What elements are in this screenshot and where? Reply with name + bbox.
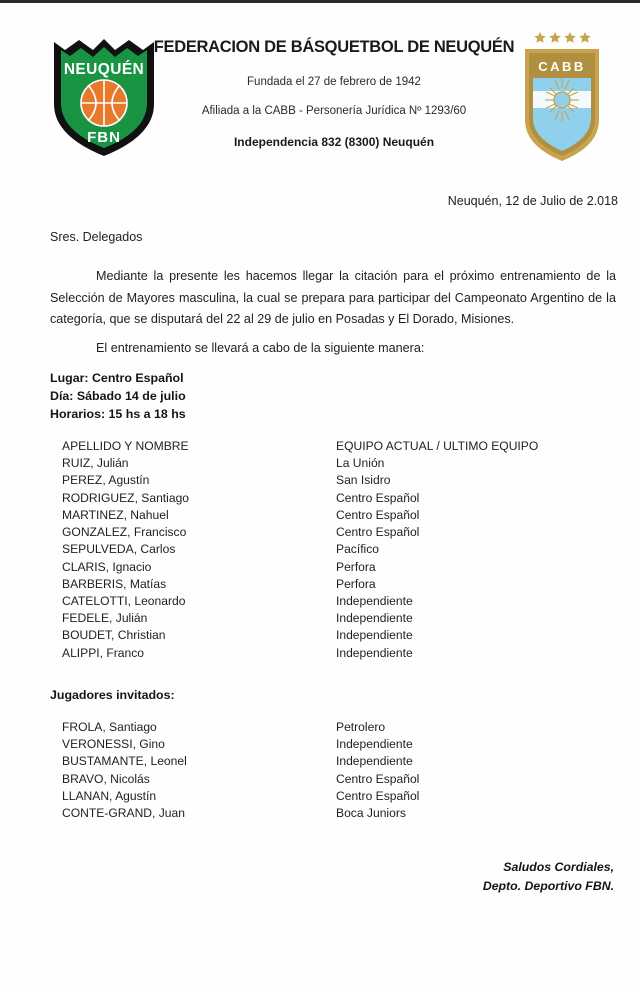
player-name: MARTINEZ, Nahuel	[62, 507, 169, 522]
signature-line-1: Saludos Cordiales,	[503, 860, 614, 874]
player-team: Independiente	[336, 611, 413, 626]
table-row	[62, 736, 582, 753]
player-team: Centro Español	[336, 771, 420, 786]
letter-salutation: Sres. Delegados	[50, 230, 143, 244]
player-team: Centro Español	[336, 788, 420, 803]
fbn-shield-logo	[45, 32, 163, 160]
fbn-shield-icon	[45, 32, 163, 160]
svg-text:NEUQUÉN: NEUQUÉN	[63, 61, 145, 78]
federation-title: FEDERACION DE BÁSQUETBOL DE NEUQUÉN	[153, 38, 515, 56]
player-name: BUSTAMANTE, Leonel	[62, 754, 187, 769]
detail-dia: Día: Sábado 14 de julio	[50, 388, 186, 403]
table-row	[62, 753, 582, 770]
table-row	[62, 610, 582, 627]
letter-paragraph-2: El entrenamiento se llevará a cabo de la siguiente manera:	[96, 341, 425, 355]
table-row	[62, 719, 582, 736]
player-team: Centro Español	[336, 507, 420, 522]
player-name: CONTE-GRAND, Juan	[62, 806, 185, 821]
player-team: San Isidro	[336, 473, 391, 488]
player-team: Perfora	[336, 559, 376, 574]
player-team: Independiente	[336, 645, 413, 660]
player-team: Boca Juniors	[336, 806, 406, 821]
player-name: RODRIGUEZ, Santiago	[62, 490, 190, 505]
player-name: FEDELE, Julián	[62, 611, 148, 626]
player-name: BRAVO, Nicolás	[62, 771, 150, 786]
svg-text:FBN: FBN	[87, 129, 121, 146]
player-team: Independiente	[336, 628, 413, 643]
player-name: LLANAN, Agustín	[62, 788, 157, 803]
roster-header-row	[62, 438, 582, 455]
table-row	[62, 559, 582, 576]
signature-block	[483, 858, 614, 896]
roster-column-team: EQUIPO ACTUAL / ULTIMO EQUIPO	[336, 439, 539, 453]
player-name: FROLA, Santiago	[62, 720, 157, 734]
player-name: SEPULVEDA, Carlos	[62, 542, 176, 557]
invited-players-table	[62, 719, 582, 822]
training-details	[50, 370, 186, 424]
table-row	[62, 524, 582, 541]
table-row	[62, 645, 582, 662]
player-name: RUIZ, Julián	[62, 456, 129, 471]
player-name: GONZALEZ, Francisco	[62, 525, 187, 540]
player-team: Independiente	[336, 593, 413, 608]
cabb-shield-icon	[519, 28, 605, 166]
svg-text:CABB: CABB	[538, 59, 586, 74]
table-row	[62, 576, 582, 593]
player-team: Independiente	[336, 754, 413, 769]
roster-table	[62, 438, 582, 662]
top-edge-strip	[0, 0, 640, 3]
player-team: Independiente	[336, 737, 413, 752]
letter-paragraph-1: Mediante la presente les hacemos llegar la citación para el próximo entrenamiento de la Selección de Mayores masculina, la cual se prepara para participar del Campeonato Argentino de la categoría, que se disputará del 22 al 29 de julio en Posadas y El Dorado, Misiones.	[50, 269, 616, 327]
letterhead	[0, 24, 640, 174]
player-name: BOUDET, Christian	[62, 628, 166, 643]
table-row	[62, 805, 582, 822]
player-team: Centro Español	[336, 525, 420, 540]
letterhead-text-block	[150, 24, 518, 149]
table-row	[62, 593, 582, 610]
invited-players-title: Jugadores invitados:	[50, 688, 175, 702]
table-row	[62, 788, 582, 805]
signature-line-2: Depto. Deportivo FBN.	[482, 879, 614, 894]
player-name: BARBERIS, Matías	[62, 576, 167, 591]
player-name: ALIPPI, Franco	[62, 645, 145, 660]
letter-date: Neuquén, 12 de Julio de 2.018	[447, 194, 618, 208]
federation-founded-line: Fundada el 27 de febrero de 1942	[247, 75, 421, 88]
roster-column-name: APELLIDO Y NOMBRE	[62, 439, 189, 453]
federation-address-line: Independencia 832 (8300) Neuquén	[233, 134, 435, 149]
table-row	[62, 627, 582, 644]
player-team: Perfora	[336, 576, 376, 591]
player-name: PEREZ, Agustín	[62, 473, 150, 488]
detail-lugar: Lugar: Centro Español	[50, 371, 184, 385]
federation-affiliation-line: Afiliada a la CABB - Personería Jurídica Nº 1293/60	[201, 104, 467, 117]
table-row	[62, 455, 582, 472]
detail-horarios: Horarios: 15 hs a 18 hs	[50, 406, 186, 421]
player-team: Petrolero	[336, 720, 386, 734]
table-row	[62, 541, 582, 558]
player-team: Pacífico	[336, 542, 380, 557]
stars-group	[534, 32, 590, 43]
player-team: Centro Español	[336, 490, 420, 505]
player-team: La Unión	[336, 456, 385, 471]
basketball-icon	[81, 80, 127, 126]
player-name: CLARIS, Ignacio	[62, 559, 152, 574]
table-row	[62, 771, 582, 788]
player-name: VERONESSI, Gino	[62, 737, 165, 752]
cabb-shield-logo	[519, 28, 605, 166]
player-name: CATELOTTI, Leonardo	[62, 593, 186, 608]
table-row	[62, 507, 582, 524]
table-row	[62, 490, 582, 507]
table-row	[62, 472, 582, 489]
